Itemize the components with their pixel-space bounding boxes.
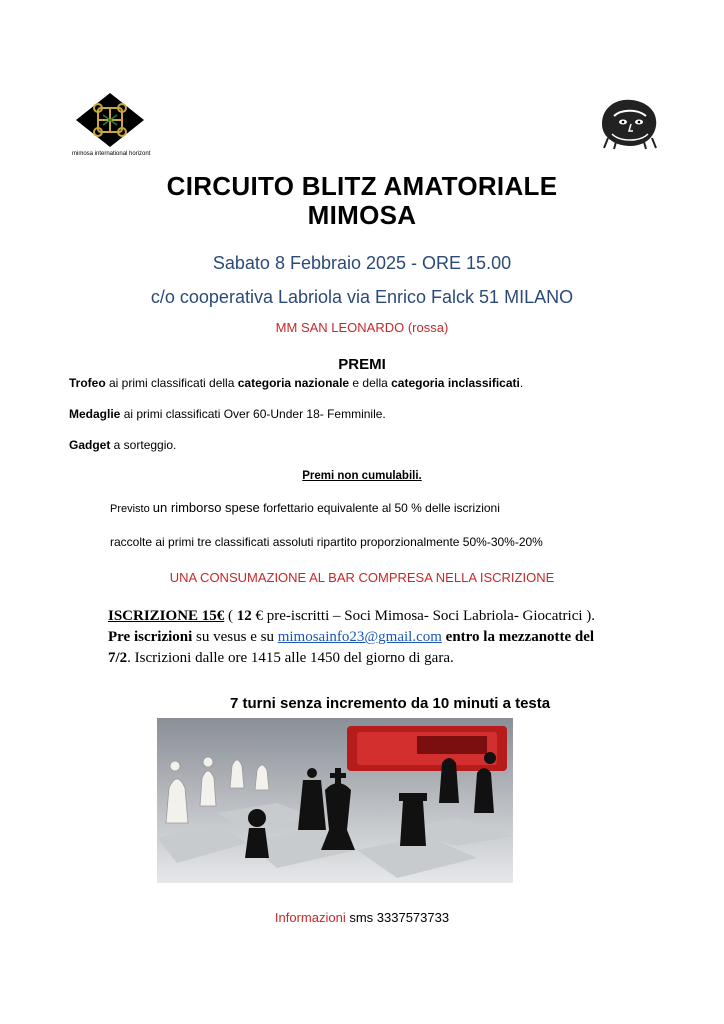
- event-date-time: Sabato 8 Febbraio 2025 - ORE 15.00: [212, 253, 512, 273]
- tournament-format: 7 turni senza incremento da 10 minuti a testa: [230, 695, 551, 712]
- consumazione-notice: UNA CONSUMAZIONE AL BAR COMPRESA NELLA ISCRIZIONE: [169, 570, 555, 585]
- rimborso-text-2: un rimborso spese: [152, 500, 260, 515]
- preregistration-label: Pre iscrizioni: [108, 629, 193, 645]
- registration-text-2: € pre-iscritti – Soci Mimosa- Soci Labriola- Giocatrici ).: [251, 608, 596, 624]
- registration-deadline: entro la mezzanotte del: [445, 629, 595, 645]
- contact-info: [0, 910, 724, 925]
- prize-trofeo: [69, 376, 523, 390]
- registration-deadline-date: 7/2: [108, 650, 128, 666]
- trofeo-text-2: e della: [349, 376, 392, 390]
- trofeo-category-1: categoria nazionale: [237, 376, 350, 390]
- gadget-label: Gadget: [69, 438, 111, 452]
- raccolte-line: raccolte ai primi tre classificati assoluti ripartito proporzionalmente 50%-30%-20%: [110, 535, 543, 549]
- rimborso-text-3: forfettario equivalente al 50 % delle iscrizioni: [259, 501, 500, 515]
- chess-photo: [157, 718, 513, 883]
- gadget-text: a sorteggio.: [110, 438, 177, 452]
- registration-text-5: . Iscrizioni dalle ore 1415 alle 1450 del giorno di gara.: [127, 650, 454, 666]
- chess-clock-icon: [347, 726, 507, 771]
- title-line-1: CIRCUITO BLITZ AMATORIALE: [166, 171, 558, 201]
- mimosa-logo-icon: [74, 91, 146, 149]
- event-venue: c/o cooperativa Labriola via Enrico Falck 51 MILANO: [150, 287, 574, 307]
- medaglie-label: Medaglie: [69, 407, 121, 421]
- rimborso-line: [110, 500, 500, 515]
- trofeo-category-2: categoria inclassificati: [391, 376, 520, 390]
- contact-label: Informazioni: [274, 910, 346, 925]
- registration-block: [108, 606, 668, 669]
- contact-sms: sms 3337573733: [345, 910, 450, 925]
- portrait-icon: [596, 94, 662, 150]
- page-title: [0, 172, 724, 230]
- registration-label: ISCRIZIONE 15€: [108, 608, 225, 624]
- email-link[interactable]: mimosainfo23@gmail.com: [277, 629, 442, 645]
- rimborso-text-1: Previsto: [110, 503, 153, 515]
- prizes-non-cumulabili: Premi non cumulabili.: [302, 470, 422, 482]
- registration-price-2: 12: [236, 608, 252, 624]
- prizes-heading: PREMI: [338, 356, 386, 373]
- title-line-2: MIMOSA: [307, 200, 417, 230]
- logo-caption: mimosa international horizont: [72, 151, 151, 157]
- registration-text-1: (: [224, 608, 237, 624]
- trofeo-label: Trofeo: [69, 376, 106, 390]
- medaglie-text: ai primi classificati Over 60-Under 18- Femminile.: [120, 407, 386, 421]
- registration-text-3: su vesus e su: [192, 629, 278, 645]
- trofeo-text-3: .: [519, 376, 524, 390]
- event-metro: MM SAN LEONARDO (rossa): [275, 320, 449, 335]
- trofeo-text-1: ai primi classificati della: [105, 376, 238, 390]
- prize-gadget: [69, 438, 176, 452]
- prize-medaglie: [69, 407, 386, 421]
